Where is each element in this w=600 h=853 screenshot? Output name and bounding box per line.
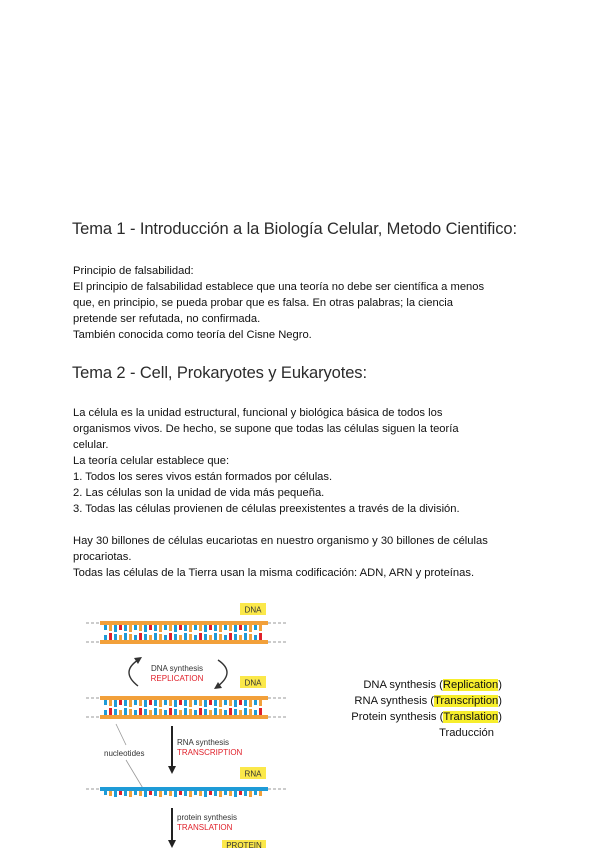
base-tick: [189, 634, 192, 640]
base-tick: [139, 625, 142, 631]
base-tick: [159, 791, 162, 797]
base-tick: [124, 700, 127, 706]
base-tick: [134, 710, 137, 715]
base-tick: [254, 791, 257, 795]
base-tick: [169, 700, 172, 706]
base-tick: [229, 708, 232, 715]
base-tick: [194, 710, 197, 715]
base-tick: [149, 635, 152, 640]
transcription-label: TRANSCRIPTION: [177, 748, 243, 757]
paragraph-line: También conocida como teoría del Cisne Negro.: [73, 329, 312, 341]
section2-paragraph-2: [73, 533, 533, 581]
base-tick: [184, 708, 187, 715]
base-tick: [184, 700, 187, 706]
base-tick: [204, 709, 207, 715]
paragraph-line: La célula es la unidad estructural, funcional y biológica básica de todos los: [73, 407, 443, 419]
rna-strand: [86, 787, 286, 797]
base-tick: [179, 710, 182, 715]
base-tick: [224, 710, 227, 715]
base-tick: [164, 791, 167, 795]
synthesis-legend: [330, 677, 502, 741]
base-tick: [124, 625, 127, 631]
rna-label: RNA: [244, 769, 262, 779]
base-tick: [179, 700, 182, 705]
base-tick: [144, 625, 147, 632]
section2-heading: Tema 2 - Cell, Prokaryotes y Eukaryotes:: [72, 364, 367, 382]
base-tick: [119, 625, 122, 630]
base-tick: [144, 634, 147, 640]
base-tick: [259, 633, 262, 640]
base-tick: [124, 791, 127, 796]
paragraph-line: Hay 30 billones de células eucariotas en nuestro organismo y 30 billones de células: [73, 535, 488, 547]
base-tick: [114, 791, 117, 797]
base-tick: [104, 791, 107, 795]
base-tick: [229, 633, 232, 640]
highlighted-term: Transcription: [434, 695, 499, 707]
base-tick: [114, 625, 117, 632]
base-tick: [114, 709, 117, 715]
base-tick: [159, 700, 162, 707]
base-tick: [169, 633, 172, 640]
base-tick: [224, 791, 227, 795]
base-tick: [174, 700, 177, 707]
base-tick: [184, 625, 187, 631]
base-tick: [109, 708, 112, 715]
paragraph-line: Principio de falsabilidad:: [73, 265, 194, 277]
base-tick: [124, 633, 127, 640]
base-tick: [229, 700, 232, 706]
base-tick: [199, 791, 202, 796]
base-tick: [189, 709, 192, 715]
base-tick: [129, 625, 132, 632]
base-tick: [114, 700, 117, 707]
base-tick: [184, 633, 187, 640]
base-tick: [179, 635, 182, 640]
base-tick: [249, 634, 252, 640]
base-tick: [254, 700, 257, 705]
dna-double-strand-top: [86, 621, 286, 644]
base-tick: [199, 708, 202, 715]
base-tick: [149, 625, 152, 630]
base-tick: [214, 708, 217, 715]
base-tick: [179, 625, 182, 630]
paragraph-line: La teoría celular establece que:: [73, 455, 230, 467]
base-tick: [119, 700, 122, 705]
base-tick: [249, 709, 252, 715]
base-tick: [114, 634, 117, 640]
base-tick: [239, 791, 242, 795]
base-tick: [199, 625, 202, 631]
highlighted-term: Translation: [443, 711, 499, 723]
base-tick: [224, 700, 227, 705]
base-tick: [239, 710, 242, 715]
base-tick: [169, 791, 172, 796]
dna-label: DNA: [244, 678, 262, 688]
base-tick: [229, 791, 232, 796]
paragraph-line: organismos vivos. De hecho, se supone que todas las células siguen la teoría: [73, 423, 459, 435]
paragraph-line: que, en principio, se pueda probar que es falsa. En otras palabras; la ciencia: [73, 297, 453, 309]
base-tick: [209, 710, 212, 715]
base-tick: [194, 625, 197, 630]
base-tick: [239, 625, 242, 630]
base-tick: [109, 791, 112, 796]
paragraph-line: pretende ser refutada, no confirmada.: [73, 313, 261, 325]
base-tick: [244, 625, 247, 631]
base-tick: [149, 791, 152, 795]
base-tick: [169, 708, 172, 715]
base-tick: [179, 791, 182, 795]
cycle-arrow-left: [129, 660, 138, 686]
paragraph-line: Todas las células de la Tierra usan la misma codificación: ADN, ARN y proteínas.: [73, 567, 475, 579]
base-tick: [204, 700, 207, 707]
base-tick: [109, 700, 112, 706]
base-tick: [104, 700, 107, 705]
base-tick: [254, 635, 257, 640]
base-tick: [109, 625, 112, 631]
nucleotides-label: nucleotides: [104, 749, 145, 758]
base-tick: [154, 708, 157, 715]
base-tick: [129, 709, 132, 715]
base-tick: [164, 625, 167, 630]
base-tick: [219, 625, 222, 632]
nucleotides-pointer: [116, 724, 126, 745]
paragraph-line: celular.: [73, 439, 109, 451]
base-tick: [184, 791, 187, 796]
base-tick: [209, 635, 212, 640]
base-tick: [254, 710, 257, 715]
base-tick: [194, 700, 197, 705]
legend-row-traduccion: Traducción: [439, 727, 494, 739]
base-tick: [244, 633, 247, 640]
legend-row-replication: DNA synthesis (Replication): [363, 679, 502, 691]
base-tick: [204, 625, 207, 632]
dna-double-strand-bottom: [86, 696, 286, 719]
base-tick: [134, 635, 137, 640]
base-tick: [204, 791, 207, 797]
base-tick: [234, 791, 237, 797]
base-tick: [209, 791, 212, 795]
base-tick: [139, 708, 142, 715]
paragraph-line: El principio de falsabilidad establece que una teoría no debe ser científica a menos: [73, 281, 485, 293]
base-tick: [124, 708, 127, 715]
base-tick: [109, 633, 112, 640]
base-tick: [144, 791, 147, 797]
base-tick: [194, 791, 197, 795]
base-tick: [214, 791, 217, 796]
list-item: 1. Todos los seres vivos están formados por células.: [73, 471, 333, 483]
base-tick: [149, 700, 152, 705]
base-tick: [144, 709, 147, 715]
base-tick: [204, 634, 207, 640]
base-tick: [259, 625, 262, 631]
base-tick: [189, 700, 192, 707]
base-tick: [134, 625, 137, 630]
base-tick: [234, 625, 237, 632]
protein-label: PROTEIN: [226, 841, 262, 848]
replication-label: REPLICATION: [150, 674, 204, 683]
base-tick: [154, 791, 157, 796]
base-tick: [169, 625, 172, 631]
base-tick: [254, 625, 257, 630]
base-tick: [159, 634, 162, 640]
base-tick: [259, 791, 262, 796]
paragraph-line: procariotas.: [73, 551, 132, 563]
cycle-arrow-right: [218, 660, 227, 686]
base-tick: [189, 625, 192, 632]
base-tick: [129, 791, 132, 797]
base-tick: [129, 634, 132, 640]
base-tick: [159, 709, 162, 715]
base-tick: [234, 709, 237, 715]
base-tick: [214, 633, 217, 640]
base-tick: [244, 700, 247, 706]
base-tick: [239, 700, 242, 705]
base-tick: [259, 708, 262, 715]
base-tick: [249, 625, 252, 632]
base-tick: [119, 791, 122, 795]
base-tick: [159, 625, 162, 632]
base-tick: [194, 635, 197, 640]
protein-synthesis-label: protein synthesis: [177, 813, 238, 822]
base-tick: [134, 791, 137, 795]
base-tick: [189, 791, 192, 797]
base-tick: [249, 791, 252, 797]
base-tick: [119, 635, 122, 640]
base-tick: [214, 625, 217, 631]
list-item: 3. Todas las células provienen de células preexistentes a través de la división.: [73, 503, 460, 515]
base-tick: [239, 635, 242, 640]
section2-paragraph: [73, 405, 528, 517]
base-tick: [104, 625, 107, 630]
base-tick: [164, 635, 167, 640]
base-tick: [219, 634, 222, 640]
base-tick: [209, 625, 212, 630]
base-tick: [219, 709, 222, 715]
section1-paragraph: [73, 263, 528, 343]
base-tick: [244, 708, 247, 715]
base-tick: [224, 635, 227, 640]
base-tick: [199, 633, 202, 640]
base-tick: [104, 710, 107, 715]
base-tick: [174, 791, 177, 797]
base-tick: [139, 633, 142, 640]
nucleotides-pointer: [126, 760, 144, 790]
highlighted-term: Replication: [442, 679, 499, 691]
base-tick: [144, 700, 147, 707]
base-tick: [209, 700, 212, 705]
base-tick: [219, 791, 222, 797]
base-tick: [229, 625, 232, 631]
base-tick: [174, 709, 177, 715]
base-tick: [154, 700, 157, 706]
base-tick: [154, 625, 157, 631]
base-tick: [129, 700, 132, 707]
legend-row-transcription: RNA synthesis (Transcription): [354, 695, 502, 707]
base-tick: [174, 625, 177, 632]
translation-label: TRANSLATION: [177, 823, 233, 832]
rna-synthesis-label: RNA synthesis: [177, 738, 230, 747]
central-dogma-diagram: [86, 600, 286, 848]
base-tick: [119, 710, 122, 715]
base-tick: [259, 700, 262, 706]
base-tick: [234, 700, 237, 707]
base-tick: [134, 700, 137, 705]
base-tick: [149, 710, 152, 715]
base-tick: [199, 700, 202, 706]
section1-heading: Tema 1 - Introducción a la Biología Celular, Metodo Cientifico:: [72, 220, 517, 238]
dna-label: DNA: [244, 605, 262, 615]
base-tick: [249, 700, 252, 707]
base-tick: [139, 700, 142, 706]
base-tick: [244, 791, 247, 796]
base-tick: [224, 625, 227, 630]
base-tick: [219, 700, 222, 707]
base-tick: [234, 634, 237, 640]
base-tick: [164, 710, 167, 715]
base-tick: [214, 700, 217, 706]
list-item: 2. Las células son la unidad de vida más pequeña.: [73, 487, 325, 499]
dna-synthesis-label: DNA synthesis: [150, 664, 204, 673]
central-dogma-figure: [86, 600, 286, 848]
legend-row-translation: Protein synthesis (Translation): [351, 711, 502, 723]
base-tick: [164, 700, 167, 705]
base-tick: [174, 634, 177, 640]
base-tick: [139, 791, 142, 796]
base-tick: [154, 633, 157, 640]
base-tick: [104, 635, 107, 640]
